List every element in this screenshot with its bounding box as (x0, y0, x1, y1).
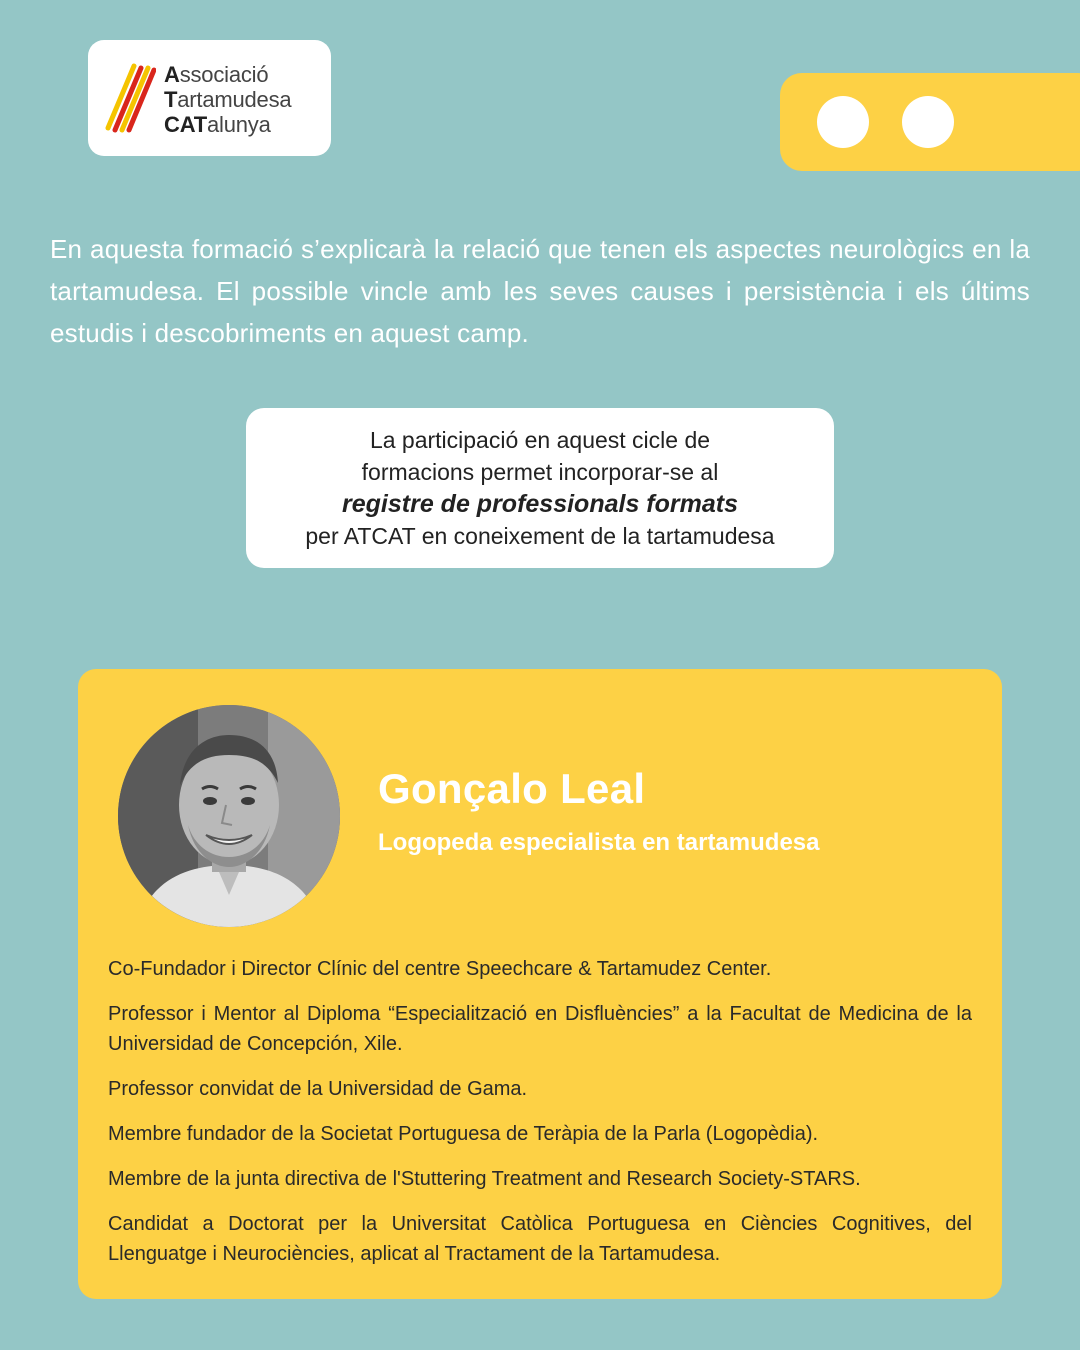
speaker-avatar (118, 705, 340, 927)
decorative-pill (780, 73, 1080, 171)
logo-line-1: Associació (164, 62, 269, 87)
speaker-bio-list (108, 954, 972, 1284)
logo-wordmark (164, 62, 291, 137)
speaker-portrait-icon (118, 705, 340, 927)
bio-item: Professor convidat de la Universidad de Gama. (108, 1078, 528, 1100)
bio-item: Membre de la junta directiva de l'Stuttering Treatment and Research Society-STARS. (108, 1168, 861, 1190)
speaker-role: Logopeda especialista en tartamudesa (378, 829, 820, 856)
callout-line-2: formacions permet incorporar-se al (361, 459, 719, 485)
bio-item: Candidat a Doctorat per la Universitat Catòlica Portuguesa en Ciències Cognitives, del Llenguatge i Neurociències, aplicat al Tractament de la Tartamudesa. (108, 1213, 972, 1265)
bio-item: Professor i Mentor al Diploma “Especialització en Disfluències” a la Facultat de Medicina de la Universidad de Concepción, Xile. (108, 1003, 972, 1055)
speaker-card (78, 669, 1002, 1299)
callout-line-1: La participació en aquest cicle de (369, 427, 711, 453)
intro-paragraph: En aquesta formació s’explicarà la relació que tenen els aspectes neurològics en la tartamudesa. El possible vincle amb les seves causes i persistència i els últims estudis i descobriments en aquest camp. (50, 234, 1030, 348)
logo-stripes-icon (104, 62, 156, 134)
callout-emphasis: registre de professionals formats (342, 490, 738, 518)
bio-item: Membre fundador de la Societat Portuguesa de Teràpia de la Parla (Logopèdia). (108, 1123, 819, 1145)
bio-item: Co-Fundador i Director Clínic del centre Speechcare & Tartamudez Center. (108, 958, 772, 980)
callout-line-4: per ATCAT en coneixement de la tartamudesa (305, 523, 775, 549)
decorative-dot-icon (817, 96, 869, 148)
logo-line-3: CATalunya (164, 112, 271, 137)
logo-card (88, 40, 331, 156)
decorative-dot-icon (902, 96, 954, 148)
registry-callout (246, 408, 834, 568)
logo-line-2: Tartamudesa (164, 87, 292, 112)
speaker-name: Gonçalo Leal (378, 765, 646, 812)
